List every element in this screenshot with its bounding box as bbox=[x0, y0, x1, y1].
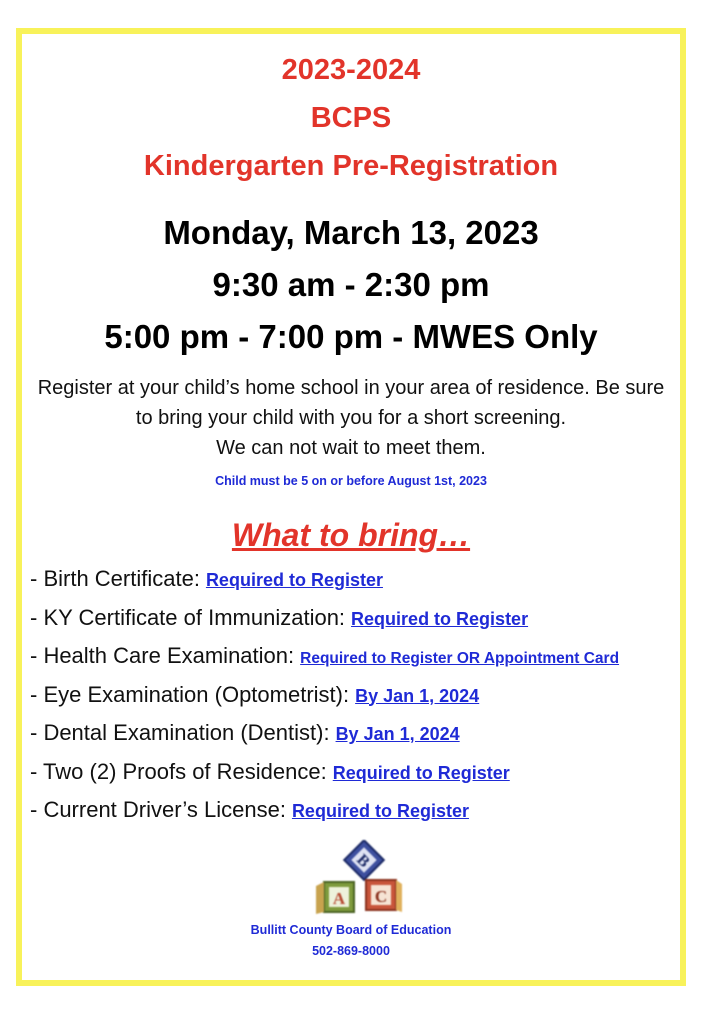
what-to-bring-heading: What to bring… bbox=[231, 517, 471, 553]
abc-blocks-icon bbox=[310, 840, 406, 916]
footer-organization: Bullitt County Board of Education bbox=[250, 923, 452, 937]
item-label: - Eye Examination (Optometrist): bbox=[30, 681, 350, 707]
block-a bbox=[316, 882, 354, 914]
list-item bbox=[30, 643, 680, 682]
requirement-link[interactable]: By Jan 1, 2024 bbox=[335, 724, 460, 744]
item-label: - Health Care Examination: bbox=[30, 643, 295, 668]
block-letter: A bbox=[332, 889, 346, 908]
item-label: - Current Driver’s License: bbox=[30, 797, 286, 822]
item-label: - Birth Certificate: bbox=[30, 566, 200, 591]
district-heading: BCPS bbox=[310, 102, 392, 134]
list-item bbox=[30, 682, 680, 721]
requirement-link[interactable]: By Jan 1, 2024 bbox=[355, 685, 480, 706]
requirement-link[interactable]: Required to Register bbox=[351, 608, 529, 629]
requirement-link[interactable]: Required to Register bbox=[332, 762, 510, 783]
requirement-link[interactable]: Required to Register OR Appointment Card bbox=[300, 650, 620, 667]
age-requirement-note: Child must be 5 on or before August 1st, 2023 bbox=[215, 474, 487, 488]
requirement-link[interactable]: Required to Register bbox=[205, 570, 383, 590]
block-letter: C bbox=[374, 887, 388, 906]
list-item bbox=[30, 720, 680, 759]
event-heading: Kindergarten Pre-Registration bbox=[143, 150, 559, 182]
flyer-frame bbox=[16, 28, 686, 986]
block-c bbox=[366, 880, 402, 912]
event-date: Monday, March 13, 2023 bbox=[163, 214, 539, 251]
list-item bbox=[30, 566, 680, 605]
list-item bbox=[30, 797, 680, 836]
event-time-evening: 5:00 pm - 7:00 pm - MWES Only bbox=[104, 318, 598, 355]
block-letter: B bbox=[353, 851, 373, 871]
list-item bbox=[30, 759, 680, 798]
instructions-line-1: Register at your child’s home school in your area of residence. Be sure bbox=[37, 377, 665, 399]
item-label: - Dental Examination (Dentist): bbox=[30, 720, 330, 745]
school-year-heading: 2023-2024 bbox=[281, 54, 421, 86]
event-time-day: 9:30 am - 2:30 pm bbox=[212, 266, 490, 303]
list-item bbox=[30, 605, 680, 644]
instructions-line-3: We can not wait to meet them. bbox=[216, 437, 486, 459]
what-to-bring-list bbox=[30, 566, 680, 836]
block-b bbox=[344, 840, 384, 880]
instructions-line-2: to bring your child with you for a short screening. bbox=[135, 407, 567, 429]
item-label: - KY Certificate of Immunization: bbox=[30, 604, 346, 630]
requirement-link[interactable]: Required to Register bbox=[291, 801, 469, 821]
footer-phone: 502-869-8000 bbox=[312, 944, 390, 958]
item-label: - Two (2) Proofs of Residence: bbox=[30, 758, 327, 784]
